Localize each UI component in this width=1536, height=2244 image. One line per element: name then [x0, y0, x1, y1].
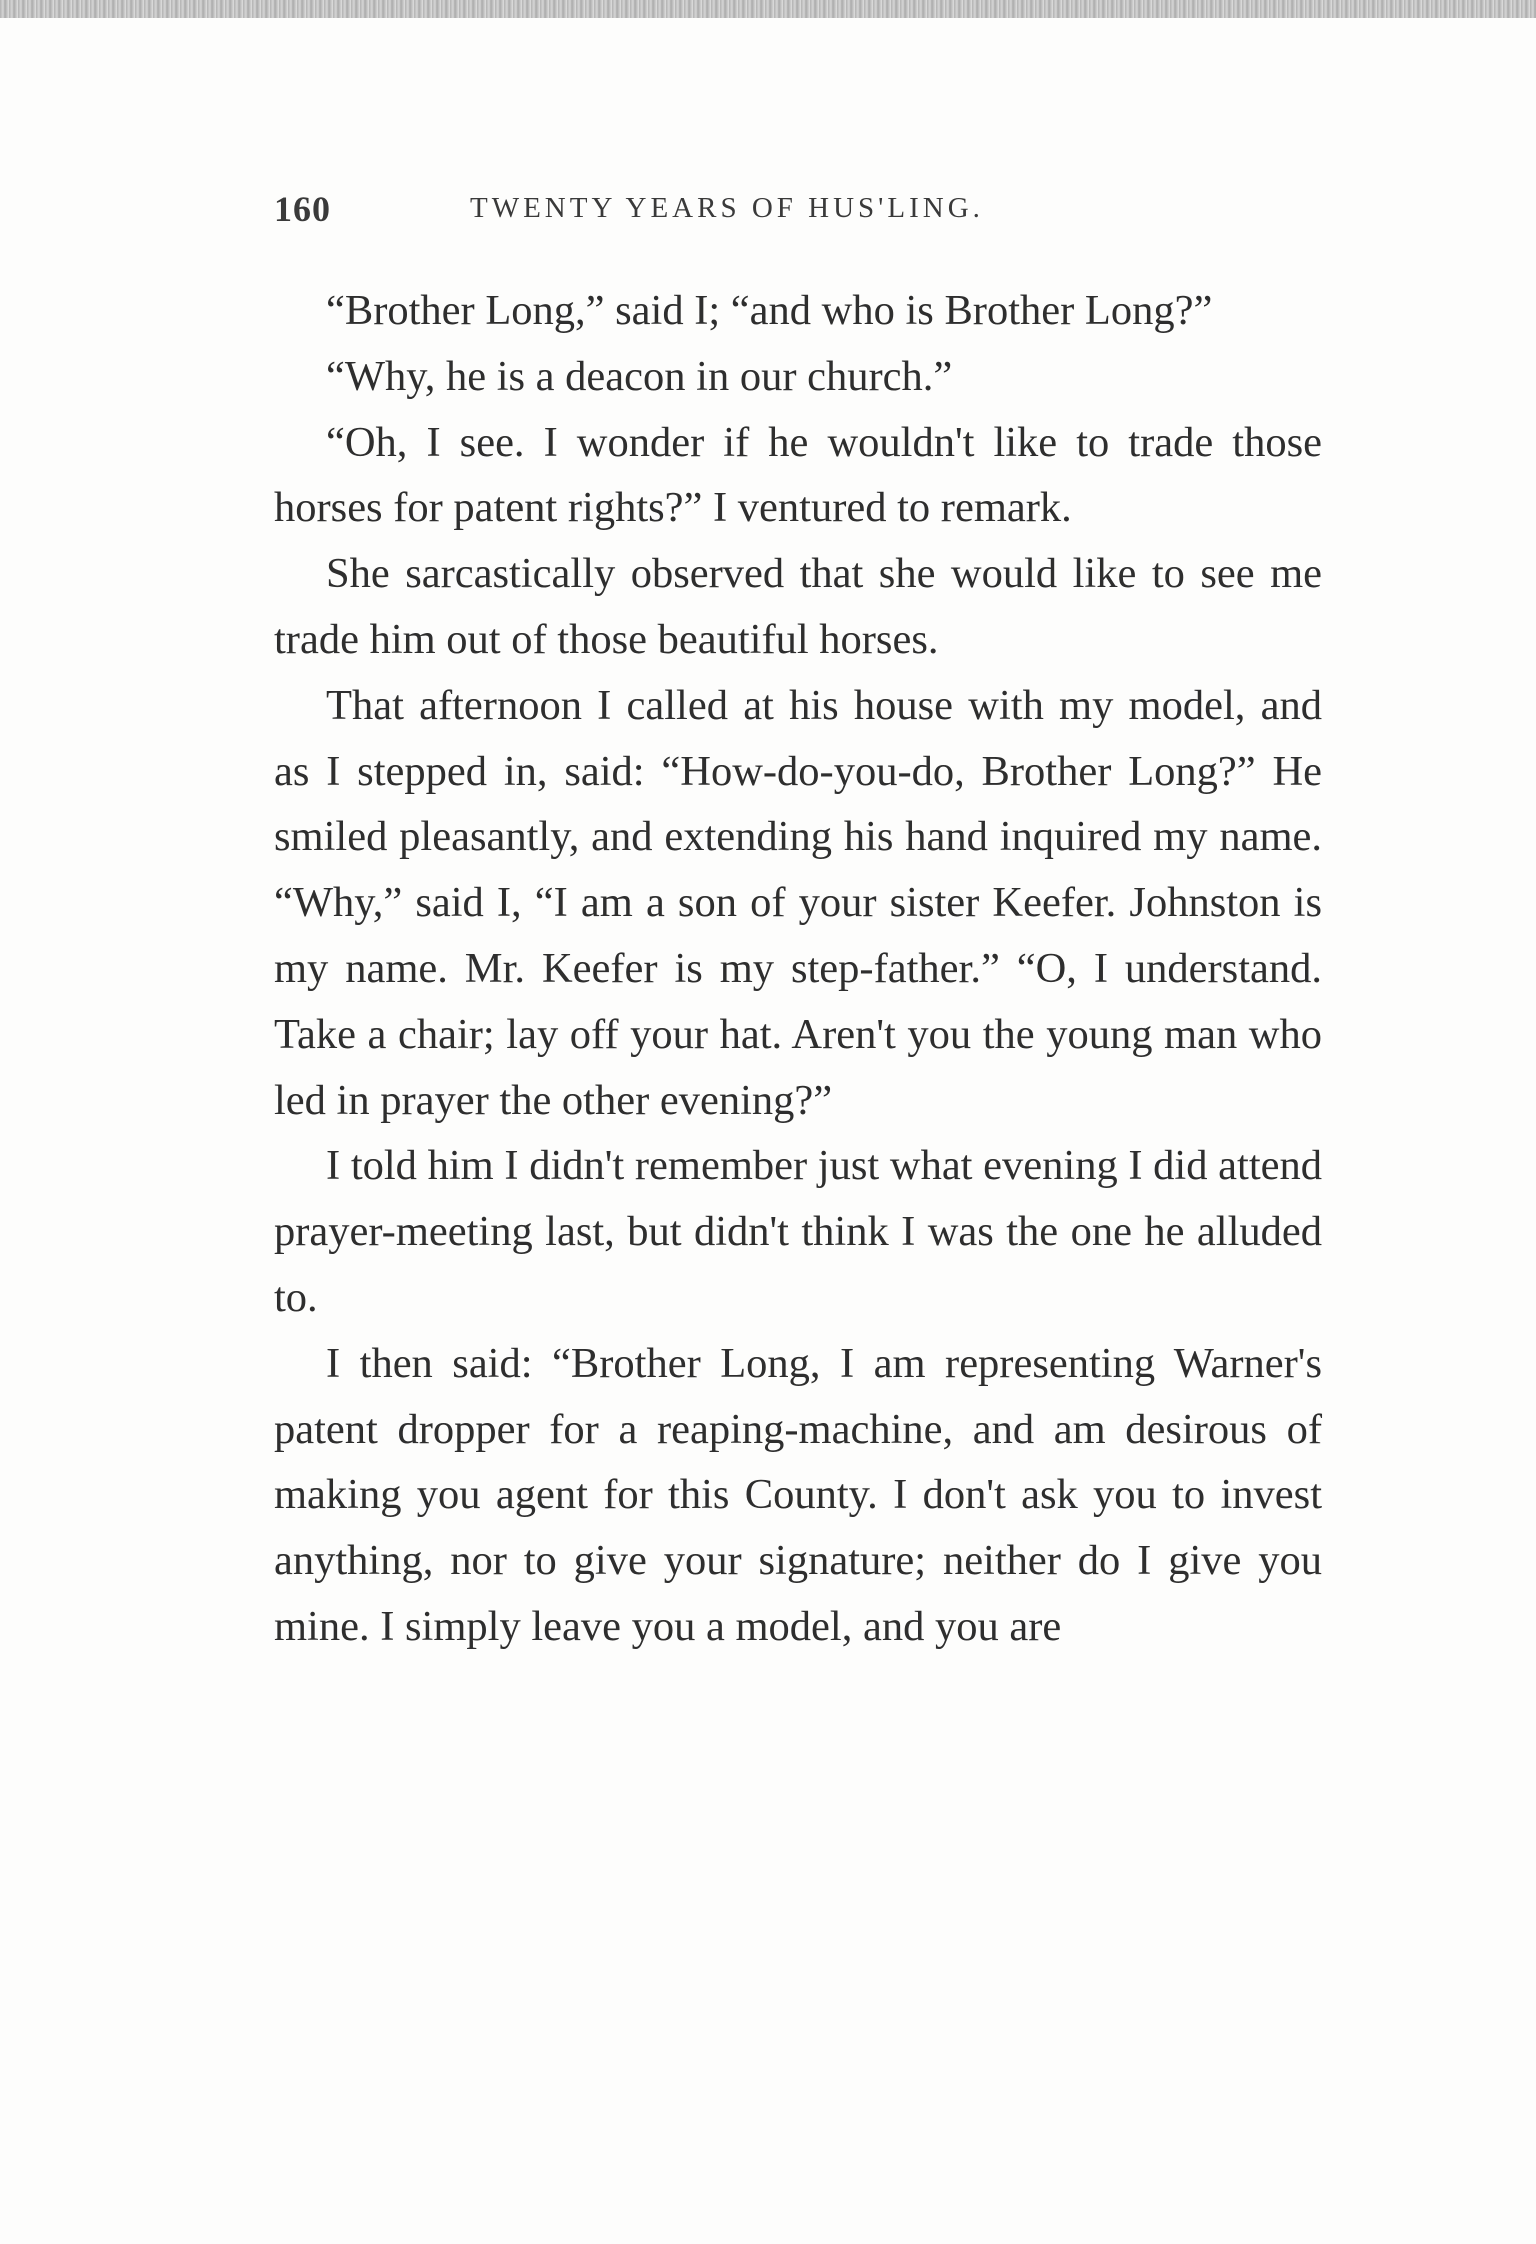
page-header [274, 188, 1324, 238]
paragraph: “Brother Long,” said I; “and who is Brother Long?” [326, 287, 1213, 334]
paragraph: I then said: “Brother Long, I am representing Warner's patent dropper for a reaping-machine, and am desirous of making you agent for this County. I don't ask you to invest anything, nor to give your signature; neither do I give you mine. I simply leave you a model, and you are [274, 1339, 1322, 1650]
page-number: 160 [274, 189, 331, 229]
body-text [274, 278, 1322, 1660]
paragraph: That afternoon I called at his house with my model, and as I stepped in, said: “How-do-you-do, Brother Long?” He smiled pleasantly, and extending his hand inquired my name. “Why,” said I, “I am a son of your sister Keefer. Johnston is my name. Mr. Keefer is my step-father.” “O, I understand. Take a chair; lay off your hat. Aren't you the young man who led in prayer the other evening?” [274, 681, 1322, 1124]
paragraph: I told him I didn't remember just what evening I did attend prayer-meeting last, but didn't think I was the one he alluded to. [274, 1142, 1322, 1321]
paragraph: “Oh, I see. I wonder if he wouldn't like to trade those horses for patent rights?” I ventured to remark. [274, 418, 1322, 532]
paragraph: “Why, he is a deacon in our church.” [326, 352, 953, 400]
scanned-page-edge [0, 0, 1536, 18]
paragraph: She sarcastically observed that she would like to see me trade him out of those beautiful horses. [274, 550, 1322, 663]
running-title: TWENTY YEARS OF HUS'LING. [470, 192, 984, 224]
